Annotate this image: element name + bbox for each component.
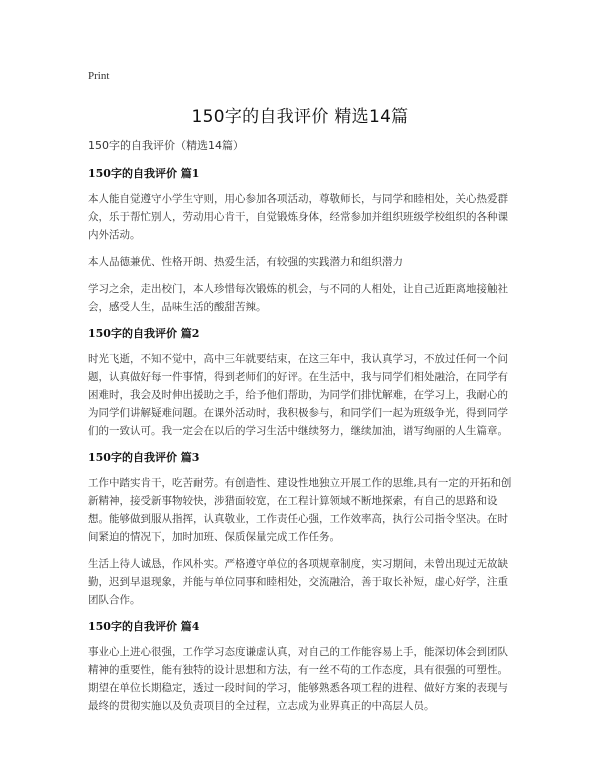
document-title: 150字的自我评价 精选14篇 [191, 107, 409, 127]
section-2 [88, 325, 512, 440]
section-heading: 150字的自我评价 篇3 [88, 451, 200, 464]
print-label: Print [88, 70, 110, 82]
section-1 [88, 165, 512, 316]
paragraph: 学习之余，走出校门，本人珍惜每次锻炼的机会，与不同的人相处，让自己近距离地接触社会，感受人生，品味生活的酸甜苦辣。 [88, 283, 508, 313]
section-heading: 150字的自我评价 篇2 [88, 327, 200, 340]
paragraph: 事业心上进心很强，工作学习态度谦虚认真，对自己的工作能容易上手，能深切体会到团队精神的重要性，能有独特的设计思想和方法，有一丝不苟的工作态度，具有很强的可塑性。期望在单位长期稳定，透过一段时间的学习，能够熟悉各项工程的进程、做好方案的表现与最终的贯彻实施以及负责项目的全过程，立志成为业界真正的中高层人员。 [88, 646, 508, 712]
paragraph: 本人能自觉遵守小学生守则，用心参加各项活动，尊敬师长，与同学和睦相处，关心热爱群众，乐于帮忙别人，劳动用心肯干，自觉锻炼身体，经常参加并组织班级学校组织的各种课内外活动。 [88, 193, 508, 241]
section-4 [88, 618, 512, 715]
section-heading: 150字的自我评价 篇1 [88, 167, 200, 180]
document-subtitle: 150字的自我评价（精选14篇） [88, 139, 244, 152]
paragraph: 工作中踏实肯干，吃苦耐劳。有创造性、建设性地独立开展工作的思维,具有一定的开拓和创新精神，接受新事物较快，涉猎面较宽，在工程计算领域不断地探索，有自己的思路和设想。能够做到服从指挥，认真敬业，工作责任心强，工作效率高，执行公司指令坚决。在时间紧迫的情况下，加时加班、保质保量完成工作任务。 [88, 477, 512, 543]
section-3 [88, 449, 512, 609]
paragraph: 生活上待人诚恳，作风朴实。严格遵守单位的各项规章制度，实习期间，未曾出现过无故缺勤，迟到早退现象，并能与单位同事和睦相处，交流融洽，善于取长补短，虚心好学，注重团队合作。 [88, 558, 508, 606]
section-heading: 150字的自我评价 篇4 [88, 620, 200, 633]
paragraph: 本人品德兼优、性格开朗、热爱生活，有较强的实践潜力和组织潜力 [88, 256, 403, 268]
paragraph: 时光飞逝，不知不觉中，高中三年就要结束，在这三年中，我认真学习，不放过任何一个问题，认真做好每一件事情，得到老师们的好评。在生活中，我与同学们相处融洽，在同学有困难时，我会及时伸出援助之手，给予他们帮助，为同学们排忧解难，在学习上，我耐心的为同学们讲解疑难问题。在课外活动时，我积极参与，和同学们一起为班级争光，得到同学们的一致认可。我一定会在以后的学习生活中继续努力，继续加油，谱写绚丽的人生篇章。 [88, 353, 508, 437]
